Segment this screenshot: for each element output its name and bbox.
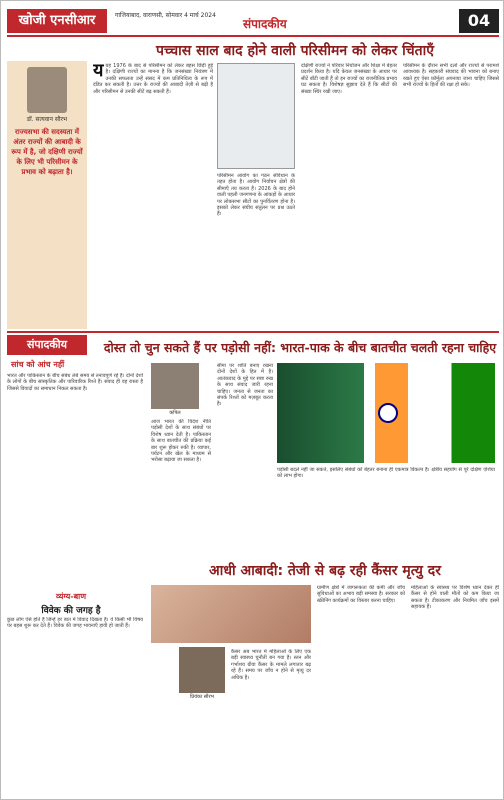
masthead [7, 7, 499, 37]
photo-caption-middle: कपिल [169, 410, 181, 416]
ashoka-chakra-icon [378, 403, 398, 423]
top-headline: पच्चास साल बाद होने वाली परिसीमन को लेकर चिंताएँ [156, 43, 434, 59]
satire-title: विवेक की जगह है [41, 606, 101, 616]
page-number: 04 [459, 9, 499, 33]
satire-body: कुछ लोग ऐसे होते हैं जिन्हें हर बात में विवाद दिखता है। वे किसी भी विषय पर बहस शुरू कर देते हैं। विवेक की जगह भावनाएँ हावी हो जाती हैं। [7, 617, 143, 630]
editorial-left-col: भारत और पाकिस्तान के बीच संबंध लंबे समय से तनावपूर्ण रहे हैं। दोनों देशों के लोगों के बीच सांस्कृतिक और पारिवारिक रिश्ते हैं। संवाद ही वह रास्ता है जिससे विवादों का समाधान निकल सकता है। [7, 373, 143, 392]
bottom-col-3: महिलाओं के स्वास्थ्य पर विशेष ध्यान देकर ही कैंसर से होने वाली मौतों को कम किया जा सकता है। टीकाकरण और नियमित जाँच इसमें सहायक हैं। [411, 585, 499, 611]
bottom-col-1: कैंसर अब भारत में महिलाओं के लिए एक बड़ी स्वास्थ्य चुनौती बन गया है। स्तन और गर्भाशय ग्रीवा कैंसर के मामले लगातार बढ़ रहे हैं। समय पर जाँच न होने से मृत्यु दर अधिक है। [231, 649, 311, 681]
middle-col-c: पड़ोसी बदले नहीं जा सकते, इसलिए संबंधों को बेहतर बनाना ही एकमात्र विकल्प है। क्षेत्रीय सहयोग से पूरे दक्षिण एशिया को लाभ होगा। [277, 467, 495, 480]
author-name: डॉ. सत्यवान सौरभ [26, 116, 68, 123]
middle-headline: दोस्त तो चुन सकते हैं पर पड़ोसी नहीं: भारत-पाक के बीच बातचीत चलती रहना चाहिए [103, 340, 497, 355]
author-sidebar [7, 61, 87, 329]
bottom-headline: आधी आबादी: तेजी से बढ़ रही कैंसर मृत्यु दर [209, 563, 441, 579]
author-photo-bottom [179, 647, 225, 693]
top-article-col-2: परिसीमन आयोग का गठन संविधान के तहत होता है। आयोग निर्वाचन क्षेत्रों की सीमाएँ तय करता है। 2026 के बाद होने वाली पहली जनगणना के आंकड़ों के आधार पर लोकसभा सीटों का पुनर्वितरण होना है। इसको लेकर संघीय संतुलन पर प्रश्न उठते हैं। [217, 173, 295, 218]
editorial-subtitle: सांच को आंच नहीं [11, 360, 65, 369]
photo-caption-bottom: प्रियंका सौरभ [190, 694, 214, 700]
top-article-col-3: दक्षिणी राज्यों ने परिवार नियोजन और शिक्षा में बेहतर प्रदर्शन किया है। यदि केवल जनसंख्या के आधार पर सीटें बाँटी जाती हैं तो इन राज्यों का राजनीतिक प्रभाव घट सकता है। विशेषज्ञ सुझाव देते हैं कि सीटों की संख्या स्थिर रखी जाए। [301, 63, 397, 95]
bottom-col-2: ग्रामीण क्षेत्रों में जागरूकता की कमी और जाँच सुविधाओं का अभाव बड़ी समस्या है। सरकार को स्क्रीनिंग कार्यक्रमों का विस्तार करना चाहिए। [317, 585, 405, 604]
brand-logo: खोजी एनसीआर [7, 9, 107, 33]
bottom-photo [151, 585, 311, 643]
middle-col-a: आज भारत की विदेश नीति पड़ोसी देशों के साथ संबंधों पर विशेष ध्यान देती है। पाकिस्तान के साथ बातचीत की प्रक्रिया कई बार शुरू होकर रुकी है। व्यापार, पर्यटन और खेल के माध्यम से भरोसा बढ़ाया जा सकता है। [151, 419, 211, 464]
section-title: संपादकीय [243, 17, 287, 31]
top-article-col-1 [93, 63, 213, 329]
dropcap: य [93, 63, 104, 81]
top-col-1-text: यह 1976 के बाद से परिसीमन को लेकर बहस छिड़ी हुई है। दक्षिणी राज्यों का मानना है कि जनसंख्या नियंत्रण में उनकी सफलता उन्हें संसद में कम प्रतिनिधित्व के रूप में दंडित कर सकती है। उत्तर के राज्यों की आबादी तेज़ी से बढ़ी है और परिसीमन से उनकी सीटें बढ़ सकती हैं। [93, 63, 213, 95]
middle-col-b: सीमा पर शांति बनाए रखना दोनों देशों के हित में है। आतंकवाद के मुद्दे पर स्पष्ट रुख के साथ संवाद जारी रहना चाहिए। जनता से जनता का संपर्क रिश्तों को मज़बूत करता है। [217, 363, 273, 408]
satire-label: व्यंग्य-बाण [55, 592, 86, 601]
editorial-label: संपादकीय [7, 335, 87, 355]
author-photo-middle [151, 363, 199, 409]
author-photo [27, 67, 67, 113]
map-graphic [217, 63, 295, 169]
pull-quote: राज्यसभा की सदस्यता में अंतर राज्यों की आबादी के रूप में है, जो दक्षिणी राज्यों के लिए भी परिसीमन के प्रभाव को बढ़ाता है। [11, 128, 83, 176]
dateline: गाजियाबाद, वाराणसी, सोमवार 4 मार्च 2024 [115, 12, 216, 19]
top-article-col-4: परिसीमन के दौरान सभी दलों और राज्यों से परामर्श आवश्यक है। सहकारी संघवाद की भावना को बनाए रखते हुए ऐसा फ़ॉर्मूला अपनाया जाना चाहिए जिससे सभी राज्यों के हितों की रक्षा हो सके। [403, 63, 499, 89]
section-divider [7, 331, 499, 333]
